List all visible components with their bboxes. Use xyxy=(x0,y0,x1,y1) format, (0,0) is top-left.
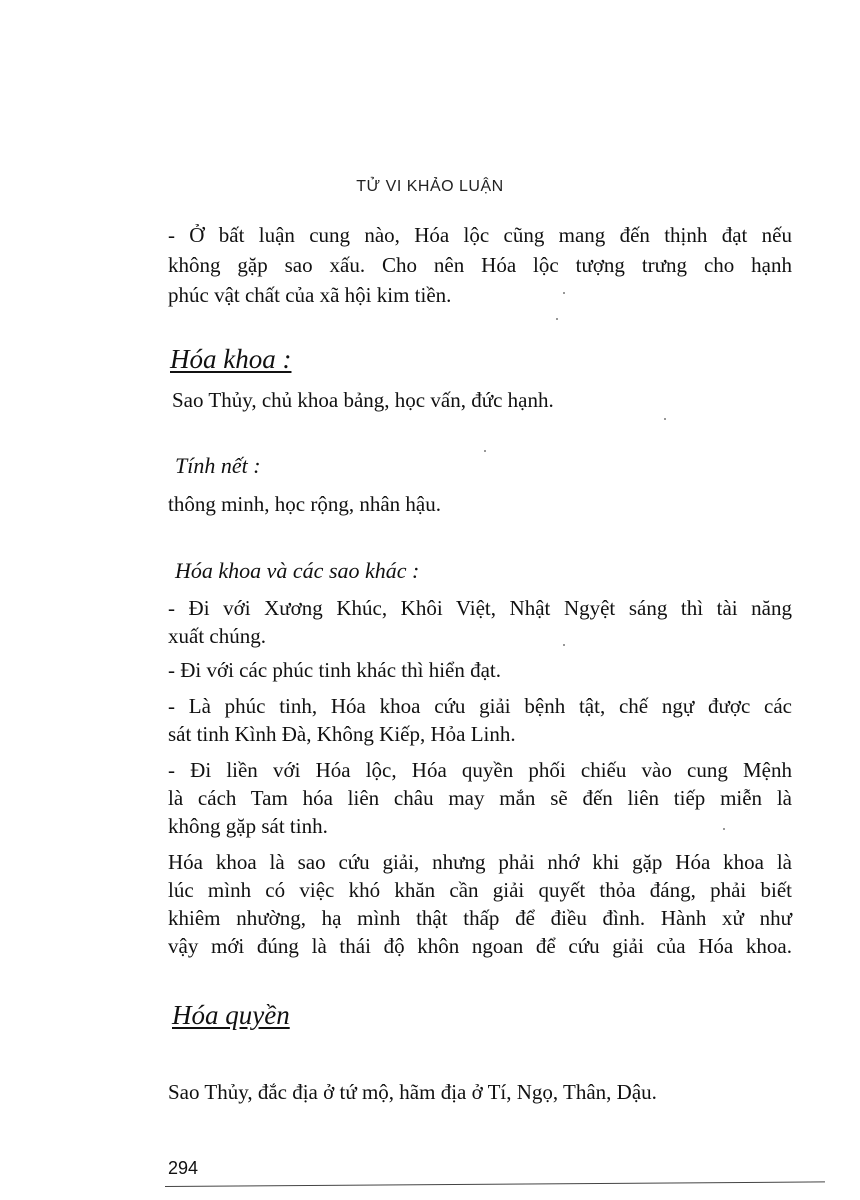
section-heading-hoa-quyen: Hóa quyền xyxy=(172,1000,290,1030)
bullet-line: không gặp sát tinh. xyxy=(168,814,328,838)
text-line: Hóa khoa là sao cứu giải, nhưng phải nhớ khi gặp Hóa khoa là xyxy=(168,850,792,874)
scan-speck xyxy=(664,418,666,420)
bullet-line: - Đi với các phúc tinh khác thì hiển đạt. xyxy=(168,658,502,682)
scan-speck xyxy=(723,828,725,830)
text-line: lúc mình có việc khó khăn cần giải quyết thỏa đáng, phải biết xyxy=(168,878,792,902)
hoa-khoa-description: Sao Thủy, chủ khoa bảng, học vấn, đức hạnh. xyxy=(172,388,554,412)
subheading-tinh-net: Tính nết : xyxy=(175,453,261,478)
scan-speck xyxy=(484,450,486,452)
bullet-line: - Là phúc tinh, Hóa khoa cứu giải bệnh tật, chế ngự được các xyxy=(168,694,792,718)
bullet-line: - Đi với Xương Khúc, Khôi Việt, Nhật Ngyệt sáng thì tài năng xyxy=(168,596,792,620)
text-line: không gặp sao xấu. Cho nên Hóa lộc tượng trưng cho hạnh xyxy=(168,253,792,277)
text-line: khiêm nhường, hạ mình thật thấp để điều đình. Hành xử như xyxy=(168,906,792,930)
page-number: 294 xyxy=(168,1158,199,1178)
footer-rule xyxy=(165,1181,825,1187)
scan-speck xyxy=(563,292,565,294)
bullet-line: sát tinh Kình Đà, Không Kiếp, Hỏa Linh. xyxy=(168,722,516,746)
tinh-net-text: thông minh, học rộng, nhân hậu. xyxy=(168,492,441,516)
scan-speck xyxy=(563,644,565,646)
bullet-line: xuất chúng. xyxy=(168,624,266,648)
scan-speck xyxy=(556,318,558,320)
bullet-line: - Đi liền với Hóa lộc, Hóa quyền phối chiếu vào cung Mệnh xyxy=(168,758,792,782)
text-line: - Ở bất luận cung nào, Hóa lộc cũng mang đến thịnh đạt nếu xyxy=(168,223,792,247)
section-heading-hoa-khoa: Hóa khoa : xyxy=(170,344,292,374)
running-head: TỬ VI KHẢO LUẬN xyxy=(356,178,504,195)
text-line: vậy mới đúng là thái độ khôn ngoan để cứu giải của Hóa khoa. xyxy=(168,934,792,958)
subheading-cac-sao-khac: Hóa khoa và các sao khác : xyxy=(175,558,420,583)
bullet-line: là cách Tam hóa liên châu may mắn sẽ đến liên tiếp miễn là xyxy=(168,786,792,810)
text-line: phúc vật chất của xã hội kim tiền. xyxy=(168,283,452,307)
hoa-quyen-description: Sao Thủy, đắc địa ở tứ mộ, hãm địa ở Tí, Ngọ, Thân, Dậu. xyxy=(168,1080,657,1104)
